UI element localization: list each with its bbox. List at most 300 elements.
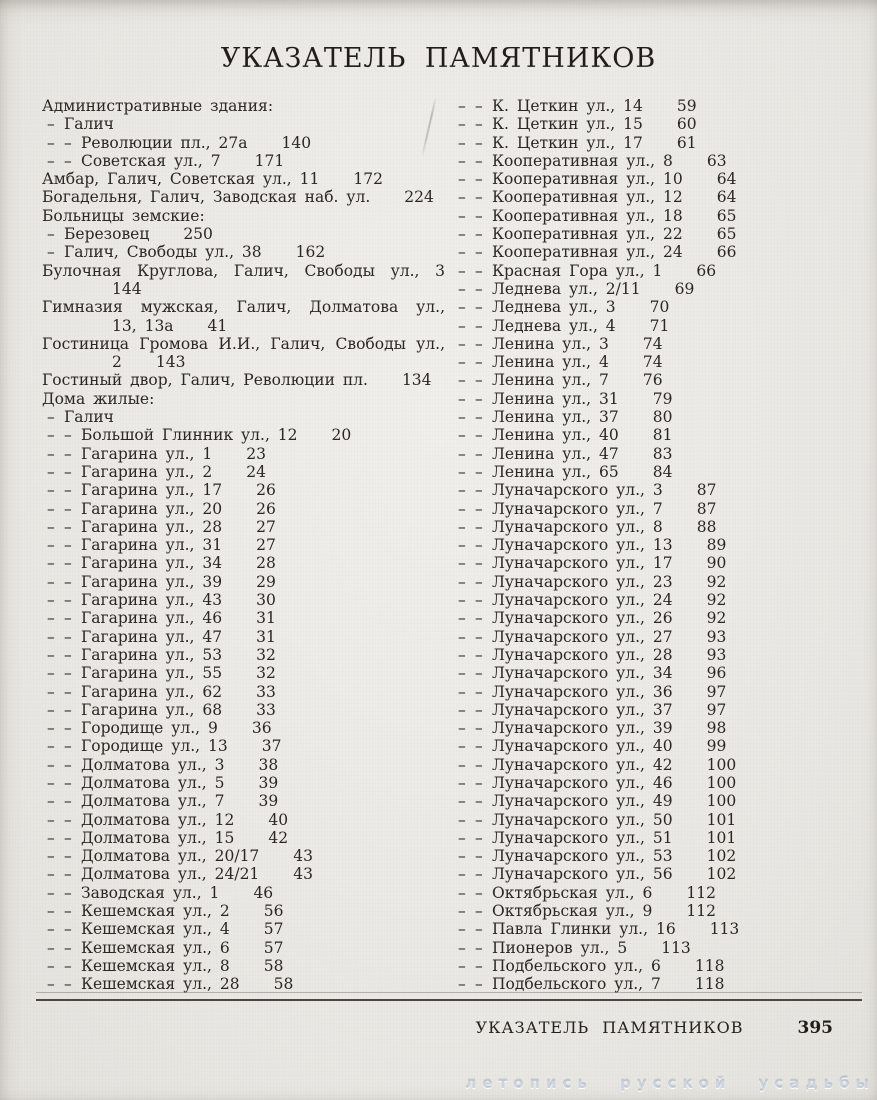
entry-text: Гагарина ул., 68: [81, 700, 223, 719]
hierarchy-dash: –: [458, 920, 466, 939]
entry-text: Амбар, Галич, Советская ул., 11: [42, 170, 320, 189]
index-entry: [42, 884, 445, 902]
entry-text: 13, 13а: [112, 316, 174, 335]
entry-page-number: 100: [706, 773, 737, 792]
entry-page-number: 57: [263, 920, 284, 939]
entry-text: Ленина ул., 65: [492, 462, 619, 481]
hierarchy-dash: –: [64, 426, 72, 445]
hierarchy-dash: –: [64, 517, 72, 536]
hierarchy-dash: –: [458, 151, 466, 170]
hierarchy-dash: –: [458, 334, 466, 353]
entry-text: Гагарина ул., 28: [81, 517, 223, 536]
index-entry: [453, 902, 859, 920]
index-entry: [453, 957, 859, 975]
entry-page-number: 38: [258, 755, 279, 774]
hierarchy-dash: –: [64, 444, 72, 463]
hierarchy-dash: –: [47, 828, 55, 847]
entry-text: Гагарина ул., 53: [81, 645, 223, 664]
index-entry: [42, 792, 445, 810]
hierarchy-dash: –: [64, 609, 72, 628]
index-entry: [453, 774, 859, 792]
index-entry: [42, 573, 445, 591]
hierarchy-dash: –: [458, 298, 466, 317]
entry-page-number: 39: [258, 792, 279, 811]
entry-text: Долматова ул., 24/21: [81, 865, 260, 884]
index-entry: [42, 115, 445, 133]
entry-text: Луначарского ул., 51: [492, 828, 673, 847]
entry-text: Гагарина ул., 20: [81, 499, 223, 518]
entry-text: Долматова ул., 3: [81, 755, 225, 774]
hierarchy-dash: –: [47, 956, 55, 975]
hierarchy-dash: –: [475, 481, 483, 500]
hierarchy-dash: –: [64, 554, 72, 573]
entry-text: Луначарского ул., 3: [492, 481, 663, 500]
index-entry: [42, 756, 445, 774]
entry-page-number: 99: [706, 737, 727, 756]
hierarchy-dash: –: [47, 591, 55, 610]
entry-page-number: 172: [353, 170, 383, 189]
hierarchy-dash: –: [475, 719, 483, 738]
hierarchy-dash: –: [475, 572, 483, 591]
hierarchy-dash: –: [47, 664, 55, 683]
hierarchy-dash: –: [475, 151, 483, 170]
hierarchy-dash: –: [475, 700, 483, 719]
hierarchy-dash: –: [475, 298, 483, 317]
hierarchy-dash: –: [47, 243, 55, 262]
hierarchy-dash: –: [64, 938, 72, 957]
hierarchy-dash: –: [475, 682, 483, 701]
hierarchy-dash: –: [475, 462, 483, 481]
hierarchy-dash: –: [475, 938, 483, 957]
hierarchy-dash: –: [64, 462, 72, 481]
entry-page-number: 93: [706, 645, 727, 664]
index-entry: [42, 646, 445, 664]
hierarchy-dash: –: [458, 902, 466, 921]
hierarchy-dash: –: [458, 444, 466, 463]
entry-text: Больницы земские:: [42, 206, 205, 225]
hierarchy-dash: –: [475, 792, 483, 811]
index-entry: [453, 188, 859, 206]
entry-text: Ленина ул., 4: [492, 353, 609, 372]
entry-text: Галич: [64, 115, 114, 134]
entry-page-number: 64: [716, 188, 737, 207]
hierarchy-dash: –: [64, 664, 72, 683]
entry-page-number: 42: [268, 828, 289, 847]
entry-text: Луначарского ул., 46: [492, 773, 673, 792]
hierarchy-dash: –: [458, 279, 466, 298]
entry-text: Красная Гора ул., 1: [492, 261, 663, 280]
hierarchy-dash: –: [64, 151, 72, 170]
hierarchy-dash: –: [458, 499, 466, 518]
hierarchy-dash: –: [64, 536, 72, 555]
index-entry: [42, 737, 445, 755]
hierarchy-dash: –: [47, 773, 55, 792]
entry-text: Луначарского ул., 40: [492, 737, 673, 756]
hierarchy-dash: –: [64, 828, 72, 847]
index-entry: [453, 591, 859, 609]
entry-page-number: 36: [251, 719, 272, 738]
entry-page-number: 92: [706, 609, 727, 628]
hierarchy-dash: –: [458, 261, 466, 280]
index-entry: [42, 554, 445, 572]
hierarchy-dash: –: [47, 755, 55, 774]
index-entry: [42, 939, 445, 957]
entry-text: Ленина ул., 37: [492, 408, 619, 427]
entry-text: Богадельня, Галич, Заводская наб. ул.: [42, 188, 371, 207]
hierarchy-dash: –: [475, 883, 483, 902]
entry-text: Луначарского ул., 13: [492, 536, 673, 555]
entry-text: Кооперативная ул., 8: [492, 151, 673, 170]
entry-page-number: 46: [253, 883, 274, 902]
hierarchy-dash: –: [47, 627, 55, 646]
watermark-text: летопись русской усадьбы: [465, 1074, 875, 1092]
entry-text: Луначарского ул., 34: [492, 664, 673, 683]
hierarchy-dash: –: [458, 773, 466, 792]
hierarchy-dash: –: [64, 865, 72, 884]
entry-page-number: 24: [246, 462, 266, 481]
index-column-left: [42, 97, 445, 994]
entry-page-number: 134: [401, 371, 432, 390]
hierarchy-dash: –: [475, 828, 483, 847]
entry-page-number: 27: [256, 517, 276, 536]
hierarchy-dash: –: [47, 737, 55, 756]
index-entry: [42, 536, 445, 554]
index-entry: [42, 591, 445, 609]
index-entry: [42, 664, 445, 682]
hierarchy-dash: –: [475, 902, 483, 921]
index-entry: [453, 207, 859, 225]
hierarchy-dash: –: [475, 389, 483, 408]
index-entry: [453, 481, 859, 499]
entry-text: Луначарского ул., 49: [492, 792, 673, 811]
entry-text: Гимназия мужская, Галич, Долматова ул.,: [42, 298, 445, 317]
hierarchy-dash: –: [47, 865, 55, 884]
entry-page-number: 89: [706, 536, 727, 555]
entry-page-number: 250: [183, 225, 213, 244]
entry-page-number: 87: [696, 481, 717, 500]
entry-text: Кешемская ул., 2: [81, 902, 230, 921]
hierarchy-dash: –: [458, 554, 466, 573]
hierarchy-dash: –: [64, 572, 72, 591]
index-entry: [453, 792, 859, 810]
index-entry: [453, 280, 859, 298]
hierarchy-dash: –: [458, 353, 466, 372]
entry-text: Заводская ул., 1: [81, 883, 220, 902]
entry-text: Луначарского ул., 39: [492, 719, 673, 738]
entry-page-number: 69: [674, 279, 695, 298]
entry-page-number: 84: [652, 462, 673, 481]
entry-text: Ленина ул., 3: [492, 334, 609, 353]
entry-text: Луначарского ул., 53: [492, 847, 673, 866]
index-entry: [42, 445, 445, 463]
hierarchy-dash: –: [64, 847, 72, 866]
hierarchy-dash: –: [64, 627, 72, 646]
entry-page-number: 70: [649, 298, 670, 317]
hierarchy-dash: –: [458, 316, 466, 335]
index-entry: [42, 371, 445, 389]
hierarchy-dash: –: [475, 444, 483, 463]
entry-page-number: 32: [256, 664, 276, 683]
hierarchy-dash: –: [458, 956, 466, 975]
entry-page-number: 144: [112, 279, 142, 298]
entry-text: Березовец: [64, 225, 150, 244]
entry-text: Кооперативная ул., 12: [492, 188, 683, 207]
entry-page-number: 100: [706, 792, 737, 811]
entry-text: Луначарского ул., 28: [492, 645, 673, 664]
entry-page-number: 118: [694, 956, 725, 975]
hierarchy-dash: –: [458, 883, 466, 902]
entry-page-number: 33: [256, 700, 276, 719]
entry-text: Гагарина ул., 47: [81, 627, 223, 646]
hierarchy-dash: –: [475, 371, 483, 390]
hierarchy-dash: –: [475, 261, 483, 280]
hierarchy-dash: –: [64, 956, 72, 975]
entry-page-number: 30: [256, 591, 276, 610]
entry-page-number: 112: [686, 902, 716, 921]
entry-page-number: 26: [256, 499, 276, 518]
entry-text: Революции пл., 27а: [81, 133, 248, 152]
entry-page-number: 20: [331, 426, 352, 445]
entry-page-number: 58: [273, 975, 294, 994]
entry-text: Луначарского ул., 17: [492, 554, 673, 573]
hierarchy-dash: –: [458, 426, 466, 445]
entry-page-number: 66: [716, 243, 737, 262]
entry-page-number: 90: [706, 554, 727, 573]
index-entry: [42, 847, 445, 865]
hierarchy-dash: –: [64, 883, 72, 902]
entry-page-number: 113: [661, 938, 691, 957]
hierarchy-dash: –: [458, 170, 466, 189]
index-entry: [453, 920, 859, 938]
hierarchy-dash: –: [458, 627, 466, 646]
entry-text: Гостиный двор, Галич, Революции пл.: [42, 371, 368, 390]
index-entry: [42, 719, 445, 737]
entry-page-number: 28: [256, 554, 276, 573]
hierarchy-dash: –: [64, 920, 72, 939]
entry-text: Гагарина ул., 62: [81, 682, 223, 701]
entry-page-number: 31: [256, 609, 276, 628]
hierarchy-dash: –: [475, 353, 483, 372]
entry-page-number: 64: [716, 170, 737, 189]
index-entry: [453, 554, 859, 572]
hierarchy-dash: –: [475, 554, 483, 573]
entry-page-number: 27: [256, 536, 276, 555]
hierarchy-dash: –: [64, 902, 72, 921]
index-entry: [42, 243, 445, 261]
hierarchy-dash: –: [64, 975, 72, 994]
hierarchy-dash: –: [475, 773, 483, 792]
entry-page-number: 65: [716, 225, 737, 244]
hierarchy-dash: –: [475, 133, 483, 152]
hierarchy-dash: –: [475, 170, 483, 189]
entry-page-number: 113: [709, 920, 740, 939]
index-entry: [42, 390, 445, 408]
entry-text: Кооперативная ул., 18: [492, 206, 683, 225]
index-entry: [453, 500, 859, 518]
index-entry: [42, 865, 445, 883]
index-entry: [42, 298, 445, 316]
index-entry: [453, 170, 859, 188]
index-entry: [42, 225, 445, 243]
entry-text: Пионеров ул., 5: [492, 938, 628, 957]
index-entry: [453, 884, 859, 902]
entry-text: Луначарского ул., 23: [492, 572, 673, 591]
entry-text: Булочная Круглова, Галич, Свободы ул., 3: [42, 261, 445, 280]
entry-page-number: 31: [256, 627, 276, 646]
index-entry: [42, 170, 445, 188]
entry-text: Долматова ул., 7: [81, 792, 225, 811]
hierarchy-dash: –: [47, 151, 55, 170]
index-entry: [453, 445, 859, 463]
entry-text: Кешемская ул., 28: [81, 975, 240, 994]
index-entry: [453, 628, 859, 646]
index-entry: [42, 902, 445, 920]
hierarchy-dash: –: [47, 810, 55, 829]
entry-page-number: 93: [706, 627, 727, 646]
hierarchy-dash: –: [47, 536, 55, 555]
index-entry: [42, 353, 445, 371]
entry-text: 2: [112, 353, 122, 372]
hierarchy-dash: –: [47, 975, 55, 994]
hierarchy-dash: –: [475, 408, 483, 427]
hierarchy-dash: –: [458, 572, 466, 591]
index-entry: [453, 298, 859, 316]
entry-text: Долматова ул., 15: [81, 828, 235, 847]
hierarchy-dash: –: [458, 755, 466, 774]
hierarchy-dash: –: [47, 517, 55, 536]
entry-text: Октябрьская ул., 9: [492, 902, 653, 921]
hierarchy-dash: –: [475, 334, 483, 353]
hierarchy-dash: –: [458, 865, 466, 884]
hierarchy-dash: –: [47, 133, 55, 152]
hierarchy-dash: –: [458, 188, 466, 207]
entry-text: Гостиница Громова И.И., Галич, Свободы ул.,: [42, 334, 445, 353]
entry-page-number: 58: [263, 956, 284, 975]
hierarchy-dash: –: [475, 499, 483, 518]
hierarchy-dash: –: [458, 481, 466, 500]
hierarchy-dash: –: [47, 462, 55, 481]
hierarchy-dash: –: [458, 462, 466, 481]
index-entry: [453, 664, 859, 682]
index-entry: [453, 134, 859, 152]
hierarchy-dash: –: [458, 682, 466, 701]
entry-page-number: 37: [261, 737, 282, 756]
entry-page-number: 80: [652, 408, 673, 427]
hierarchy-dash: –: [475, 115, 483, 134]
hierarchy-dash: –: [458, 609, 466, 628]
index-entry: [453, 353, 859, 371]
entry-text: Гагарина ул., 55: [81, 664, 223, 683]
hierarchy-dash: –: [475, 591, 483, 610]
index-entry: [42, 207, 445, 225]
index-entry: [453, 262, 859, 280]
index-entry: [453, 737, 859, 755]
hierarchy-dash: –: [458, 133, 466, 152]
hierarchy-dash: –: [458, 371, 466, 390]
entry-page-number: 57: [263, 938, 284, 957]
hierarchy-dash: –: [64, 773, 72, 792]
entry-text: Большой Глинник ул., 12: [81, 426, 298, 445]
entry-page-number: 79: [652, 389, 673, 408]
entry-text: Административные здания:: [42, 97, 274, 115]
hierarchy-dash: –: [458, 664, 466, 683]
entry-text: Галич, Свободы ул., 38: [64, 243, 262, 262]
entry-page-number: 74: [642, 334, 663, 353]
entry-page-number: 56: [263, 902, 284, 921]
entry-page-number: 32: [256, 645, 276, 664]
hierarchy-dash: –: [47, 682, 55, 701]
index-columns: [42, 97, 859, 994]
entry-text: Советская ул., 7: [81, 151, 221, 170]
hierarchy-dash: –: [458, 737, 466, 756]
entry-page-number: 118: [694, 975, 725, 994]
index-entry: [453, 536, 859, 554]
hierarchy-dash: –: [64, 499, 72, 518]
index-entry: [453, 609, 859, 627]
index-entry: [42, 774, 445, 792]
entry-text: Гагарина ул., 1: [81, 444, 213, 463]
entry-text: Леднева ул., 4: [492, 316, 616, 335]
hierarchy-dash: –: [47, 847, 55, 866]
hierarchy-dash: –: [47, 719, 55, 738]
hierarchy-dash: –: [475, 316, 483, 335]
index-entry: [453, 975, 859, 993]
entry-text: Луначарского ул., 8: [492, 517, 663, 536]
index-entry: [42, 609, 445, 627]
index-entry: [42, 152, 445, 170]
hierarchy-dash: –: [475, 664, 483, 683]
entry-text: Луначарского ул., 42: [492, 755, 673, 774]
entry-page-number: 96: [706, 664, 727, 683]
entry-text: Луначарского ул., 24: [492, 591, 673, 610]
entry-page-number: 59: [676, 97, 697, 115]
entry-page-number: 92: [706, 572, 727, 591]
index-entry: [453, 390, 859, 408]
hierarchy-dash: –: [458, 828, 466, 847]
footer-page-number: 395: [797, 1018, 833, 1038]
entry-page-number: 171: [254, 151, 285, 170]
index-entry: [453, 683, 859, 701]
entry-text: Павла Глинки ул., 16: [492, 920, 676, 939]
entry-text: Луначарского ул., 36: [492, 682, 673, 701]
hierarchy-dash: –: [475, 517, 483, 536]
hierarchy-dash: –: [47, 920, 55, 939]
hierarchy-dash: –: [475, 279, 483, 298]
hierarchy-dash: –: [47, 426, 55, 445]
index-entry: [42, 518, 445, 536]
entry-page-number: 88: [696, 517, 717, 536]
index-entry: [42, 97, 445, 115]
footer-running-title: УКАЗАТЕЛЬ ПАМЯТНИКОВ: [475, 1018, 744, 1037]
index-entry: [42, 317, 445, 335]
hierarchy-dash: –: [47, 645, 55, 664]
hierarchy-dash: –: [458, 408, 466, 427]
entry-text: Ленина ул., 47: [492, 444, 619, 463]
entry-text: Галич: [64, 408, 114, 427]
hierarchy-dash: –: [458, 792, 466, 811]
entry-page-number: 43: [293, 847, 314, 866]
index-entry: [42, 957, 445, 975]
index-entry: [453, 335, 859, 353]
index-entry: [42, 426, 445, 444]
index-entry: [42, 975, 445, 993]
index-entry: [453, 865, 859, 883]
entry-page-number: 74: [642, 353, 663, 372]
hierarchy-dash: –: [458, 206, 466, 225]
hierarchy-dash: –: [475, 920, 483, 939]
hierarchy-dash: –: [64, 645, 72, 664]
hierarchy-dash: –: [47, 225, 55, 244]
